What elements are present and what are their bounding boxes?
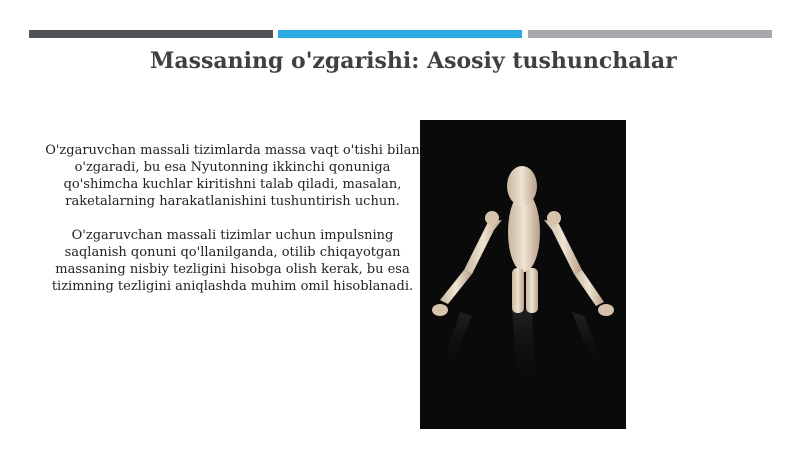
right-hand <box>598 304 614 316</box>
left-hand <box>432 304 448 316</box>
right-forearm <box>574 270 604 306</box>
left-leg <box>512 268 524 313</box>
paragraph-2: O'zgaruvchan massali tizimlar uchun impulsning saqlanish qonuni qo'llanilganda, otilib chiqayotgan massaning nisbiy tezligini hisobga olish kerak, bu esa tizimning tezligini aniqlashda muhim omil hisoblanadi. <box>51 228 414 294</box>
slide-body <box>40 142 425 312</box>
paragraph-1: O'zgaruvchan massali tizimlarda massa vaqt o'tishi bilan o'zgaradi, bu esa Nyutonning ikkinchi qonuniga qo'shimcha kuchlar kiritishni talab qiladi, masalan, raketalarning harakatlanishini tushuntirish uchun. <box>45 143 420 209</box>
right-leg <box>526 268 538 313</box>
head <box>507 166 537 206</box>
mannequin-photo <box>420 120 626 429</box>
right-shoulder <box>547 211 561 225</box>
slide-title: Massaning o'zgarishi: Asosiy tushunchalar <box>150 48 677 74</box>
reflection <box>442 310 606 392</box>
mannequin-illustration <box>420 120 626 429</box>
accent-bar-right <box>528 30 772 38</box>
left-upper-arm <box>464 220 502 274</box>
left-forearm <box>440 270 472 304</box>
accent-bar-middle <box>278 30 522 38</box>
accent-bar-left <box>29 30 273 38</box>
left-shoulder <box>485 211 499 225</box>
right-upper-arm <box>544 220 582 274</box>
